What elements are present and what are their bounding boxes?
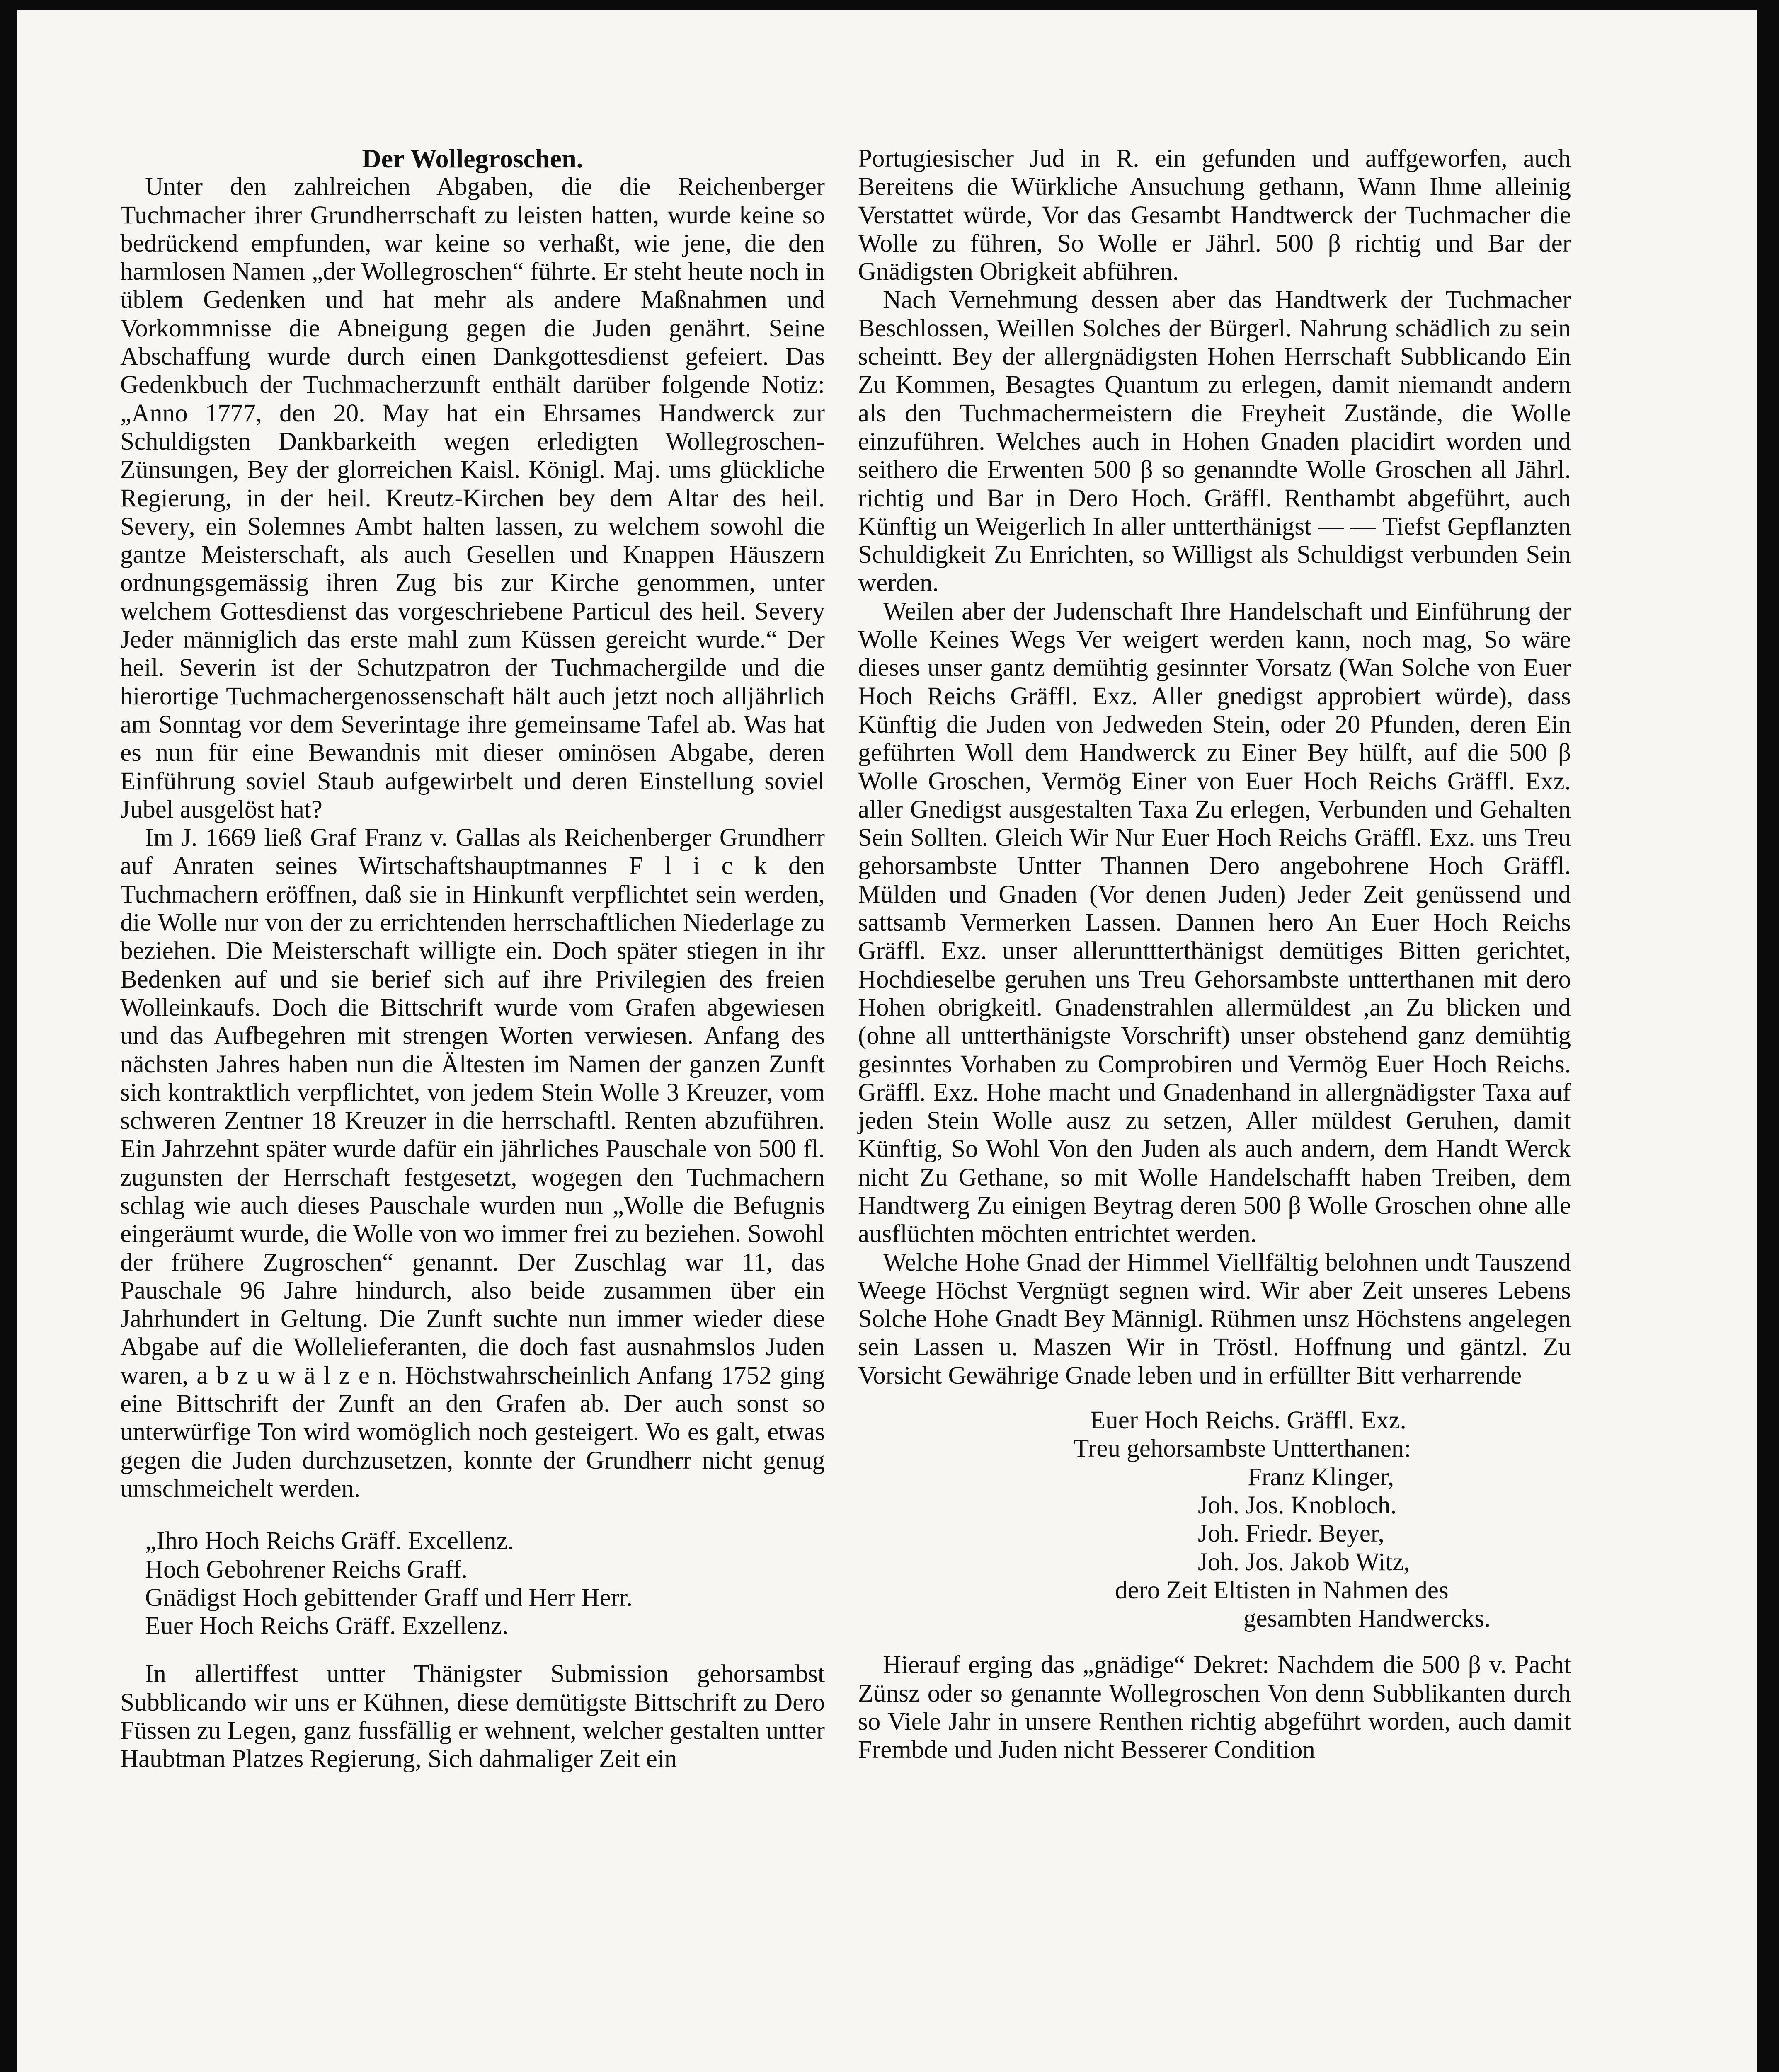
salutation-line: „Ihro Hoch Reichs Gräff. Excellenz. [145, 1527, 514, 1555]
paragraph: Portugiesischer Jud in R. ein gefunden und auffgeworfen, auch Bereitens die Würkliche Ansuchung gethann, Wann Ihme alleinig Verstattet würde, Vor das Gesambt Handtwerck der Tuchmacher die Wolle zu führen, So Wolle er Jährl. 500 β richtig und Bar der Gnädigsten Obrigkeit abführen. [858, 145, 1571, 286]
paragraph: Hierauf erging das „gnädige“ Dekret: Nachdem die 500 β v. Pacht Zünsz oder so genannte Wollegroschen Von denn Subblikanten durch so Viele Jahr in unsere Renthen richtig abgeführt worden, auch damit Frembde und Juden nicht Besserer Condition [858, 1651, 1571, 1764]
left-column [120, 145, 825, 1774]
signature-line: gesambten Handwercks. [1243, 1605, 1491, 1633]
right-column [858, 145, 1571, 1765]
paragraph: Unter den zahlreichen Abgaben, die die Reichenberger Tuchmacher ihrer Grundherrschaft zu leisten hatten, wurde keine so bedrückend empfunden, war keine so verhaßt, wie jene, die den harmlosen Namen „der Wollegroschen“ führte. Er steht heute noch in üblem Gedenken und hat mehr als andere Maßnahmen und Vorkommnisse die Abneigung gegen die Juden genährt. Seine Abschaffung wurde durch einen Dankgottesdienst gefeiert. Das Gedenkbuch der Tuchmacherzunft enthält darüber folgende Notiz: „Anno 1777, den 20. May hat ein Ehrsames Handwerck zur Schuldigsten Dankbarkeith wegen erledigten Wollegroschen-Zünsungen, Bey der glorreichen Kaisl. Königl. Maj. ums glückliche Regierung, in der heil. Kreutz-Kirchen bey dem Altar des heil. Severy, ein Solemnes Ambt halten lassen, zu welchem sowohl die gantze Meisterschaft, als auch Gesellen und Knappen Häuszern ordnungsgemässig ihren Zug bis zur Kirche genommen, unter welchem Gottesdienst das vorgeschriebene Particul des heil. Severy Jeder männiglich das erste mahl zum Küssen gereicht wurde.“ Der heil. Severin ist der Schutzpatron der Tuchmachergilde und die hierortige Tuchmachergenossenschaft hält auch jetzt noch alljährlich am Sonntag vor dem Severintage ihre gemeinsame Tafel ab. Was hat es nun für eine Bewandnis mit dieser ominösen Abgabe, deren Einführung soviel Staub aufgewirbelt und deren Einstellung soviel Jubel ausgelöst hat? [120, 173, 825, 823]
scanned-page [17, 10, 1757, 2072]
signature-line: Joh. Friedr. Beyer, [1198, 1520, 1384, 1548]
salutation-line: Euer Hoch Reichs Gräff. Exzellenz. [145, 1612, 509, 1640]
signature-line: Treu gehorsambste Untterthanen: [1074, 1435, 1411, 1463]
letter-salutation [120, 1527, 825, 1640]
signature-line: Joh. Jos. Knobloch. [1198, 1491, 1397, 1519]
salutation-line: Hoch Gebohrener Reichs Graff. [145, 1555, 468, 1583]
paragraph: Im J. 1669 ließ Graf Franz v. Gallas als Reichenberger Grundherr auf Anraten seines Wirtschaftshauptmannes F l i c k den Tuchmachern eröffnen, daß sie in Hinkunft verpflichtet sein werden, die Wolle nur von der zu errichtenden herrschaftlichen Niederlage zu beziehen. Die Meisterschaft willigte ein. Doch später stiegen in ihr Bedenken auf und sie berief sich auf ihre Privilegien des freien Wolleinkaufs. Doch die Bittschrift wurde vom Grafen abgewiesen und das Aufbegehren mit strengen Worten verwiesen. Anfang des nächsten Jahres haben nun die Ältesten im Namen der ganzen Zunft sich kontraktlich verpflichtet, von jedem Stein Wolle 3 Kreuzer, vom schweren Zentner 18 Kreuzer in die herrschaftl. Renten abzuführen. Ein Jahrzehnt später wurde dafür ein jährliches Pauschale von 500 fl. zugunsten der Herrschaft festgesetzt, wogegen den Tuchmachern schlag wie auch dieses Pauschale wurden nun „Wolle die Befugnis eingeräumt wurde, die Wolle von wo immer frei zu beziehen. Sowohl der frühere Zugroschen“ genannt. Der Zuschlag war 11, das Pauschale 96 Jahre hindurch, also beide zusammen über ein Jahrhundert in Geltung. Die Zunft suchte nun immer wieder diese Abgabe auf die Wollelieferanten, die doch fast ausnahmslos Juden waren, a b z u w ä l z e n. Höchstwahrscheinlich Anfang 1752 ging eine Bittschrift der Zunft an den Grafen ab. Der auch sonst so unterwürfige Ton wird womöglich noch gesteigert. Wo es galt, etwas gegen die Juden durchzusetzen, konnte der Grundherr nicht genug umschmeichelt werden. [120, 824, 825, 1503]
signature-line: Joh. Jos. Jakob Witz, [1198, 1548, 1410, 1576]
signature-line: Franz Klinger, [1248, 1463, 1394, 1491]
signature-line: Euer Hoch Reichs. Gräffl. Exz. [1090, 1406, 1406, 1435]
paragraph: Weilen aber der Judenschaft Ihre Handelschaft und Einführung der Wolle Keines Wegs Ver weigert werden kann, noch mag, So wäre dieses unser gantz demühtig gesinnter Vorsatz (Wan Solche von Euer Hoch Reichs Gräffl. Exz. Aller gnedigst approbiert würde), dass Künftig die Juden von Jedweden Stein, oder 20 Pfunden, deren Ein geführten Woll dem Handwerck zu Einer Bey hülft, auf die 500 β Wolle Groschen, Vermög Einer von Euer Hoch Reichs Gräffl. Exz. aller Gnedigst ausgestalten Taxa Zu erlegen, Verbunden und Gehalten Sein Sollten. Gleich Wir Nur Euer Hoch Reichs Gräffl. Exz. uns Treu gehorsambste Untter Thannen Dero angebohrene Hoch Gräffl. Mülden und Gnaden (Vor denen Juden) Jeder Zeit genüssend und sattsamb Vermerken Lassen. Dannen hero An Euer Hoch Reichs Gräffl. Exz. unser allerunttterthänigst demütiges Bitten gerichtet, Hochdieselbe geruhen uns Treu Gehorsambste untterthanen mit dero Hohen obrigkeitl. Gnadenstrahlen allermüldest ,an Zu blicken und (ohne all untterthänigste Vorschrift) unser obstehend ganz demühtig gesinntes Vorhaben zu Comprobiren und Vermög Euer Hoch Reichs. Gräffl. Exz. Hohe macht und Gnadenhand in allergnädigster Taxa auf jeden Stein Wolle ausz zu setzen, Aller müldest Geruhen, damit Künftig, So Wohl Von den Juden als auch andern, dem Handt Werck nicht Zu Gethane, so mit Wolle Handelschafft haben Treiben, dem Handtwerg Zu einigen Beytrag deren 500 β Wolle Groschen ohne alle ausflüchten möchten entrichtet werden. [858, 597, 1571, 1248]
article-title: Der Wollegroschen. [362, 144, 583, 173]
salutation-line: Gnädigst Hoch gebittender Graff und Herr Herr. [145, 1583, 633, 1612]
paragraph: In allertiffest untter Thänigster Submission gehorsambst Subblicando wir uns er Kühnen, diese demütigste Bittschrift zu Dero Füssen zu Legen, ganz fussfällig er wehnent, welcher gestalten untter Haubtman Platzes Regierung, Sich dahmaliger Zeit ein [120, 1660, 825, 1773]
signature-block [858, 1406, 1571, 1633]
signature-line: dero Zeit Eltisten in Nahmen des [1115, 1576, 1449, 1604]
paragraph: Welche Hohe Gnad der Himmel Viellfältig belohnen undt Tauszend Weege Höchst Vergnügt segnen wird. Wir aber Zeit unseres Lebens Solche Hohe Gnadt Bey Männigl. Rühmen unsz Höchstens angelegen sein Lassen u. Maszen Wir in Tröstl. Hoffnung und gäntzl. Zu Vorsicht Gewährige Gnade leben und in erfüllter Bitt verharrende [858, 1248, 1571, 1389]
paragraph: Nach Vernehmung dessen aber das Handtwerk der Tuchmacher Beschlossen, Weillen Solches der Bürgerl. Nahrung schädlich zu sein scheintt. Bey der allergnädigsten Hohen Herrschaft Subblicando Ein Zu Kommen, Besagtes Quantum zu erlegen, damit niemandt andern als den Tuchmachermeistern die Freyheit Zustände, die Wolle einzuführen. Welches auch in Hohen Gnaden placidirt worden und seithero die Erwenten 500 β so genanndte Wolle Groschen all Jährl. richtig und Bar in Dero Hoch. Gräffl. Renthambt abgeführt, auch Künftig un Weigerlich In aller untterthänigst — — Tiefst Gepflanzten Schuldigkeit Zu Enrichten, so Willigst als Schuldigst verbunden Sein werden. [858, 286, 1571, 597]
